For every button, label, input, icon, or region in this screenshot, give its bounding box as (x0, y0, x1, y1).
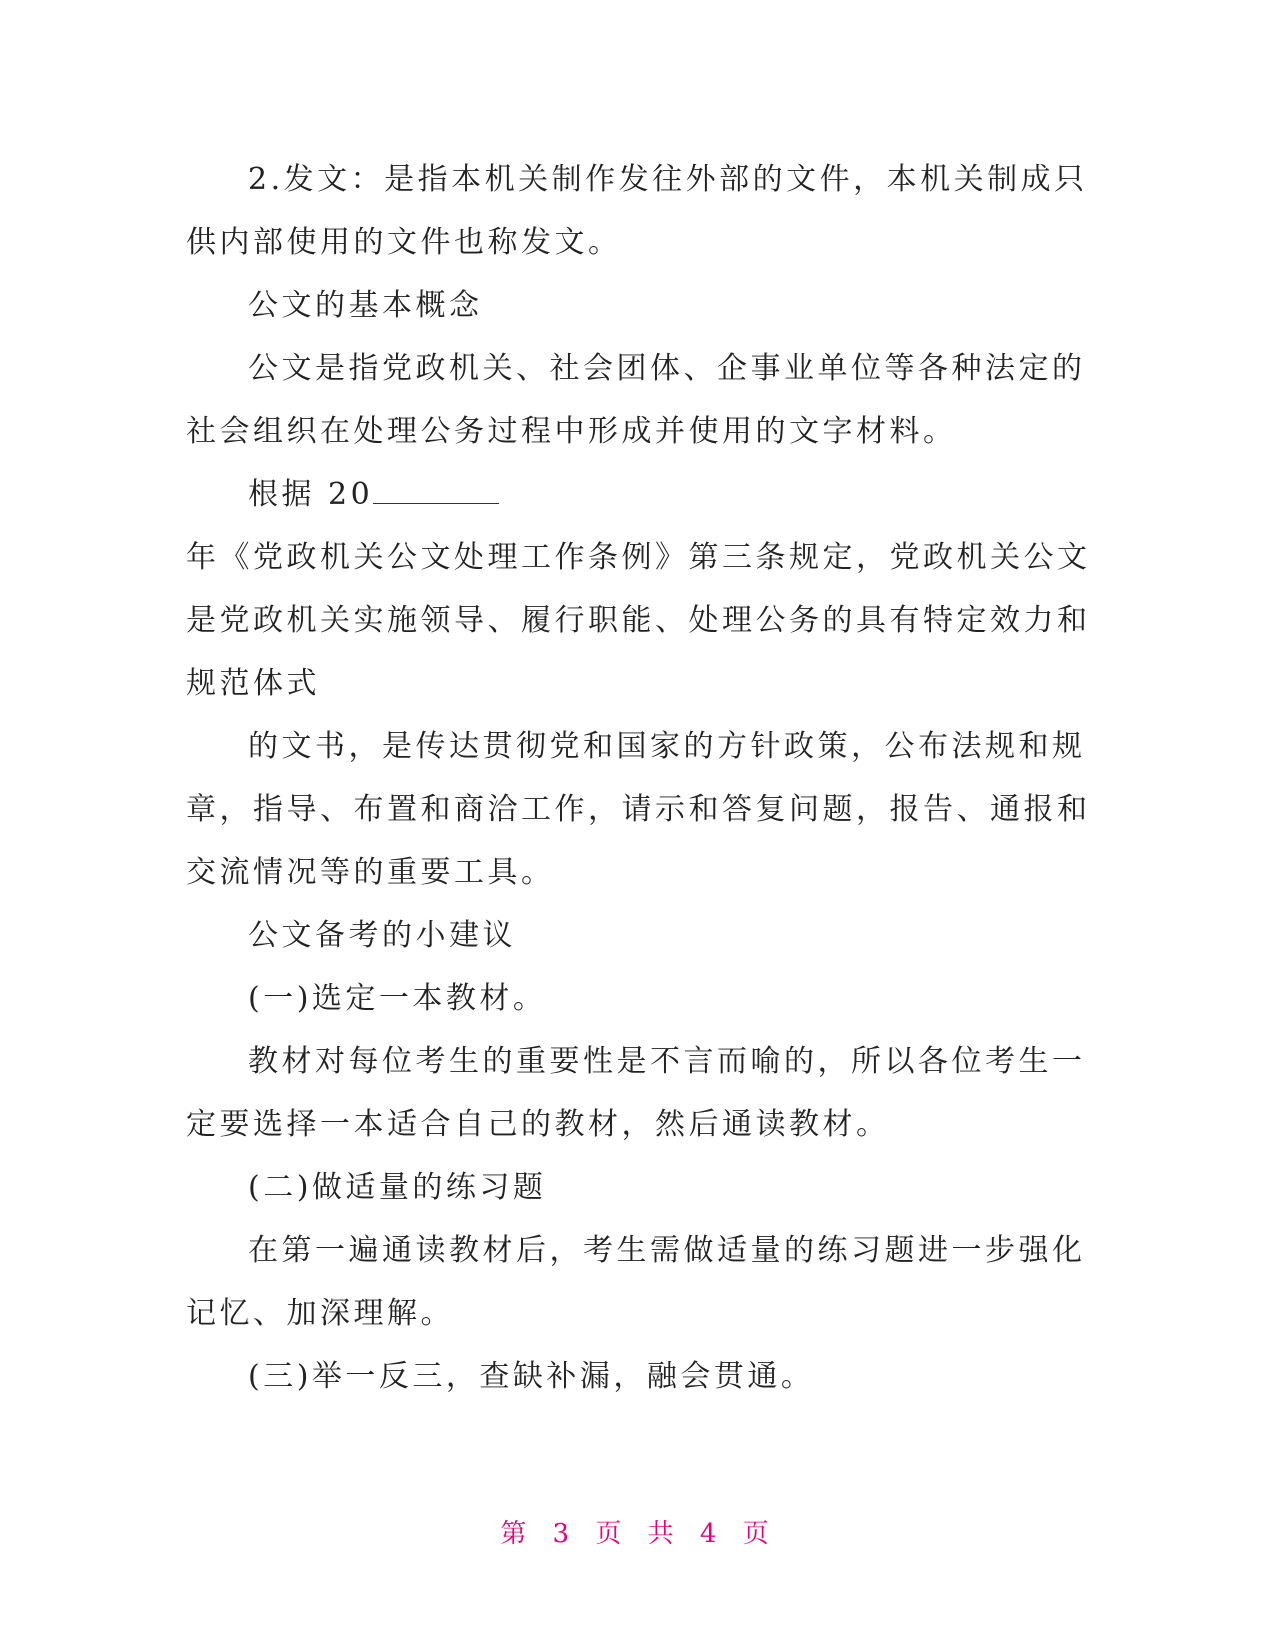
paragraph-line: 的文书，是传达贯彻党和国家的方针政策，公布法规和规 (248, 729, 1086, 764)
fill-in-blank (373, 481, 499, 504)
page-number-footer: 第 3 页 共 4 页 (500, 1519, 775, 1549)
paragraph-text: 根据 20 (248, 477, 374, 512)
paragraph-line: 定要选择一本适合自己的教材，然后通读教材。 (186, 1107, 890, 1142)
section-heading: 公文备考的小建议 (248, 918, 516, 953)
subsection-heading: (二)做适量的练习题 (248, 1170, 547, 1205)
paragraph-line: 2.发文：是指本机关制作发往外部的文件，本机关制成只 (248, 162, 1088, 197)
paragraph-line: 年《党政机关公文处理工作条例》第三条规定，党政机关公文 (186, 540, 1091, 575)
paragraph-line: 社会组织在处理公务过程中形成并使用的文字材料。 (186, 414, 957, 449)
paragraph-line: 记忆、加深理解。 (186, 1296, 454, 1331)
paragraph-line: 章，指导、布置和商洽工作，请示和答复问题，报告、通报和 (186, 792, 1091, 827)
paragraph-line: 交流情况等的重要工具。 (186, 855, 555, 890)
paragraph-line: 公文是指党政机关、社会团体、企事业单位等各种法定的 (248, 351, 1086, 386)
paragraph-line: 教材对每位考生的重要性是不言而喻的，所以各位考生一 (248, 1044, 1086, 1079)
subsection-heading: (一)选定一本教材。 (248, 981, 547, 1016)
document-body (186, 148, 1091, 1408)
section-heading: 公文的基本概念 (248, 288, 483, 323)
paragraph-line: 是党政机关实施领导、履行职能、处理公务的具有特定效力和 (186, 603, 1091, 638)
paragraph-line: 供内部使用的文件也称发文。 (186, 225, 622, 260)
paragraph-line: 规范体式 (186, 666, 320, 701)
paragraph-line: 在第一遍通读教材后，考生需做适量的练习题进一步强化 (248, 1233, 1086, 1268)
paragraph-line-with-blank (186, 463, 1066, 526)
subsection-heading: (三)举一反三，查缺补漏，融会贯通。 (248, 1359, 815, 1394)
